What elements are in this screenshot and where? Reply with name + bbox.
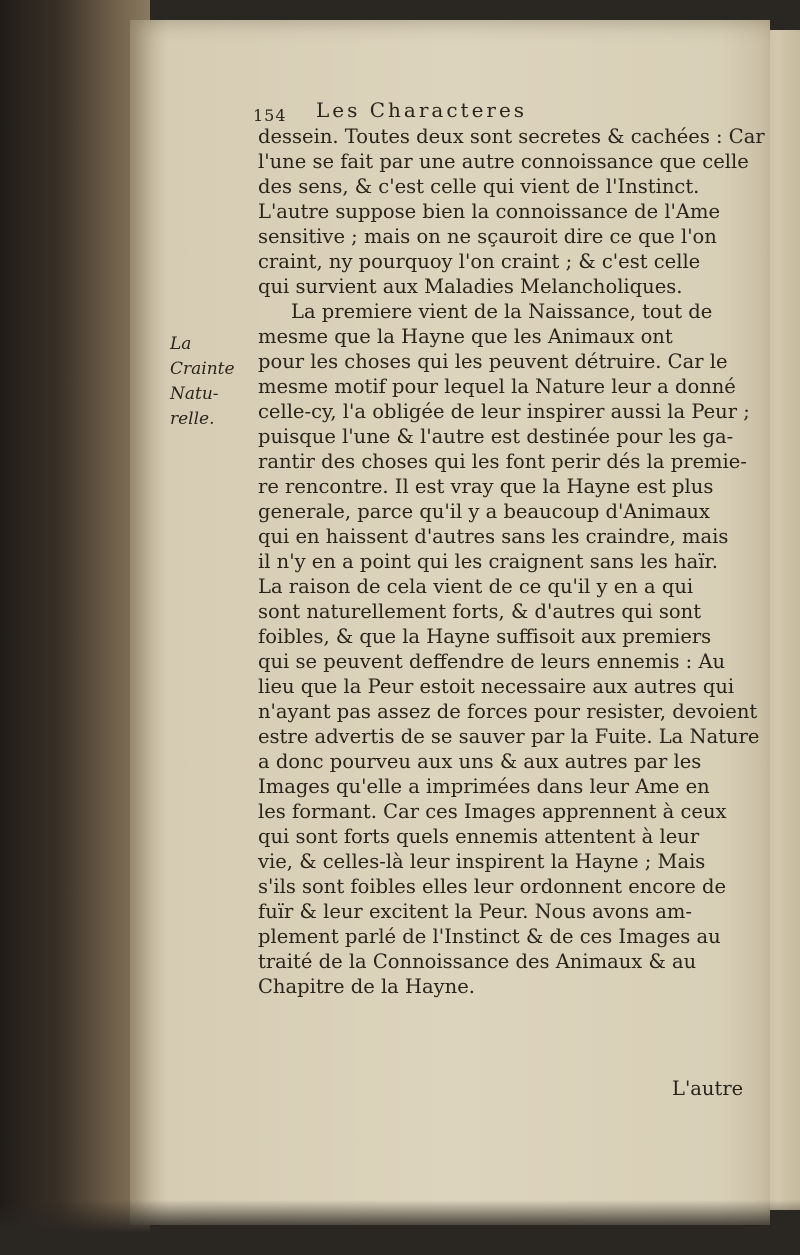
adjacent-page-mark (752, 330, 790, 340)
text-line: qui survient aux Maladies Melancholiques. (258, 275, 683, 298)
adjacent-page-mark (752, 580, 790, 590)
adjacent-page-mark (752, 455, 790, 465)
adjacent-page-mark (752, 255, 790, 265)
margin-note-line: relle. (170, 409, 215, 429)
text-line: craint, ny pourquoy l'on craint ; & c'est celle (258, 250, 701, 273)
text-line: puisque l'une & l'autre est destinée pour les ga- (258, 425, 734, 448)
text-line: qui sont forts quels ennemis attentent à leur (258, 825, 700, 848)
adjacent-page-mark (752, 505, 790, 515)
text-line: rantir des choses qui les font perir dés la premie- (258, 450, 747, 473)
adjacent-page-mark (752, 205, 790, 215)
text-line: re rencontre. Il est vray que la Hayne est plus (258, 475, 714, 498)
text-line: Chapitre de la Hayne. (258, 975, 475, 998)
text-line: sont naturellement forts, & d'autres qui sont (258, 600, 702, 623)
margin-note-line: Natu- (170, 384, 219, 404)
text-line: qui en haissent d'autres sans les craindre, mais (258, 525, 729, 548)
text-line: mesme que la Hayne que les Animaux ont (258, 325, 673, 348)
text-line: a donc pourveu aux uns & aux autres par les (258, 750, 702, 773)
adjacent-page-mark (752, 705, 790, 715)
text-line: l'une se fait par une autre connoissance que celle (258, 150, 749, 173)
adjacent-page-mark (752, 480, 790, 490)
text-line: sensitive ; mais on ne sçauroit dire ce que l'on (258, 225, 717, 248)
adjacent-page-mark (752, 405, 790, 415)
margin-note-line: La (170, 334, 192, 354)
adjacent-page-mark (752, 430, 790, 440)
adjacent-page-mark (752, 280, 790, 290)
text-line: dessein. Toutes deux sont secretes & cachées : Car (258, 125, 765, 148)
catchword: L'autre (672, 1077, 744, 1100)
adjacent-page-mark (752, 530, 790, 540)
text-line: estre advertis de se sauver par la Fuite. La Nature (258, 725, 760, 748)
text-line: La raison de cela vient de ce qu'il y en a qui (258, 575, 694, 598)
adjacent-page-mark (752, 355, 790, 365)
text-line: generale, parce qu'il y a beaucoup d'Animaux (258, 500, 710, 523)
adjacent-page-mark (752, 730, 790, 740)
adjacent-page-mark (752, 130, 790, 140)
text-line: qui se peuvent deffendre de leurs ennemis : Au (258, 650, 726, 673)
text-line: n'ayant pas assez de forces pour resister, devoient (258, 700, 758, 723)
adjacent-page-mark (752, 655, 790, 665)
page-bottom-shadow (0, 1200, 800, 1255)
book-binding (0, 0, 150, 1255)
text-line: plement parlé de l'Instinct & de ces Images au (258, 925, 721, 948)
adjacent-page-mark (752, 855, 790, 865)
text-line: lieu que la Peur estoit necessaire aux autres qui (258, 675, 735, 698)
text-line: fuïr & leur excitent la Peur. Nous avons am- (258, 900, 693, 923)
text-line: mesme motif pour lequel la Nature leur a donné (258, 375, 736, 398)
text-line: les formant. Car ces Images apprennent à ceux (258, 800, 727, 823)
adjacent-page-mark (752, 230, 790, 240)
adjacent-page-mark (752, 605, 790, 615)
adjacent-page-mark (752, 680, 790, 690)
adjacent-page-mark (752, 180, 790, 190)
adjacent-page-mark (752, 380, 790, 390)
margin-note-line: Crainte (170, 359, 235, 379)
text-line: foibles, & que la Hayne suffisoit aux premiers (258, 625, 712, 648)
page-number: 154 (253, 106, 287, 125)
text-line: des sens, & c'est celle qui vient de l'Instinct. (258, 175, 700, 198)
text-line: pour les choses qui les peuvent détruire. Car le (258, 350, 728, 373)
adjacent-page-mark (752, 630, 790, 640)
adjacent-page-mark (752, 755, 790, 765)
adjacent-page-mark (752, 555, 790, 565)
margin-note (170, 332, 255, 432)
body-text (258, 124, 765, 999)
adjacent-page-mark (752, 805, 790, 815)
adjacent-page-mark (752, 155, 790, 165)
text-line: celle-cy, l'a obligée de leur inspirer aussi la Peur ; (258, 400, 750, 423)
adjacent-page-mark (752, 305, 790, 315)
text-line: vie, & celles-là leur inspirent la Hayne ; Mais (258, 850, 706, 873)
running-title: Les Characteres (316, 98, 528, 122)
adjacent-page-mark (752, 830, 790, 840)
text-line: s'ils sont foibles elles leur ordonnent encore de (258, 875, 727, 898)
adjacent-page-mark (752, 780, 790, 790)
text-line: Images qu'elle a imprimées dans leur Ame en (258, 775, 710, 798)
text-line: La premiere vient de la Naissance, tout de (291, 300, 713, 323)
text-line: L'autre suppose bien la connoissance de l'Ame (258, 200, 721, 223)
text-line: traité de la Connoissance des Animaux & au (258, 950, 697, 973)
text-line: il n'y en a point qui les craignent sans les haïr. (258, 550, 718, 573)
